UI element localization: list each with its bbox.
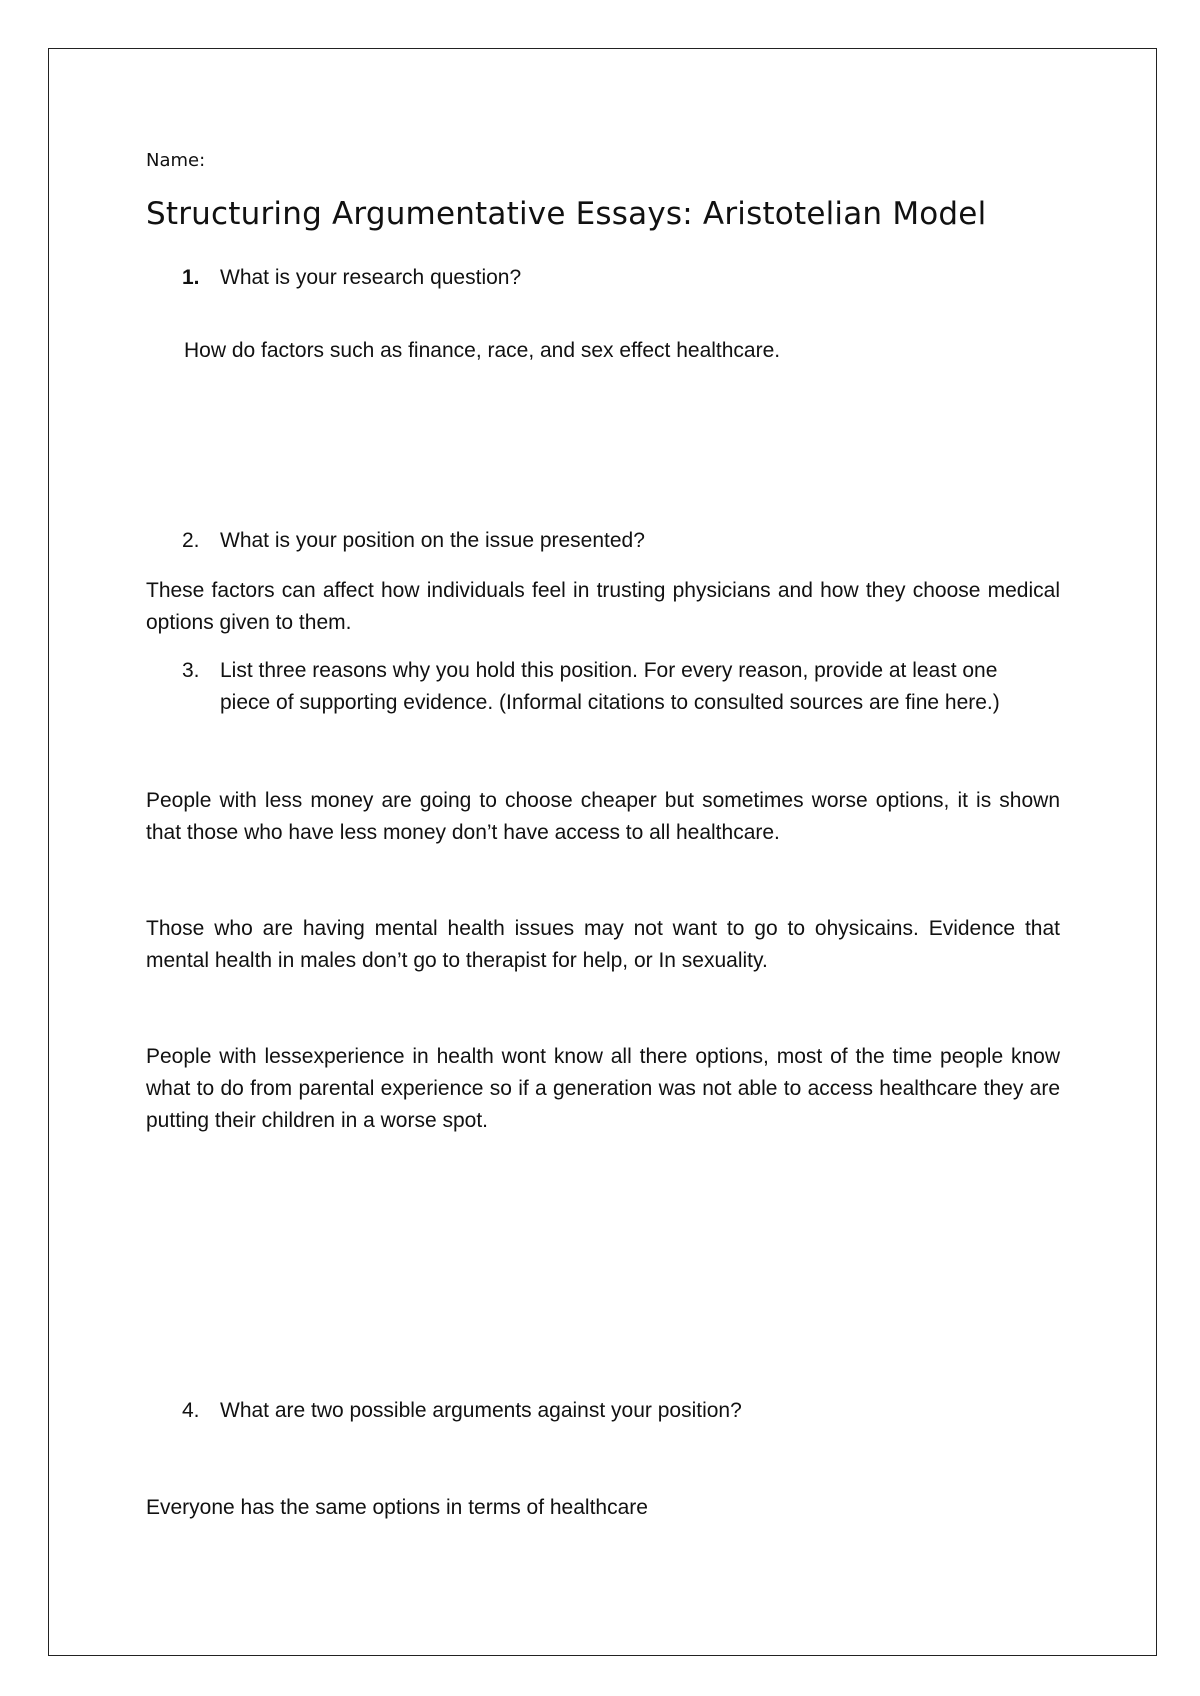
question-number: 4.: [182, 1399, 200, 1422]
question-number: 2.: [182, 529, 200, 552]
question-number: 1.: [182, 266, 200, 289]
question-3: [182, 655, 1022, 719]
question-2: [182, 525, 1022, 557]
question-text: What is your research question?: [220, 266, 522, 289]
name-label: Name:: [146, 150, 206, 171]
answer-4: Everyone has the same options in terms of healthcare: [146, 1496, 648, 1519]
answer-3-reason-3: People with lessexperience in health wont know all there options, most of the time people know what to do from parental experience so if a generation was not able to access healthcare they are putting their children in a worse spot.: [146, 1045, 1060, 1132]
answer-1: How do factors such as finance, race, and sex effect healthcare.: [184, 339, 781, 362]
answer-2: These factors can affect how individuals feel in trusting physicians and how they choose medical options given to them.: [146, 579, 1060, 634]
page-title: Structuring Argumentative Essays: Aristotelian Model: [146, 196, 987, 232]
question-text: List three reasons why you hold this position. For every reason, provide at least one piece of supporting evidence. (Informal citations to consulted sources are fine here.): [220, 659, 1000, 714]
question-text: What is your position on the issue presented?: [220, 529, 645, 552]
question-4: [182, 1395, 1022, 1427]
question-1: [182, 262, 1022, 294]
answer-3-reason-1: People with less money are going to choose cheaper but sometimes worse options, it is shown that those who have less money don’t have access to all healthcare.: [146, 789, 1060, 844]
question-number: 3.: [182, 659, 200, 682]
question-text: What are two possible arguments against your position?: [220, 1399, 742, 1422]
answer-3-reason-2: Those who are having mental health issues may not want to go to ohysicains. Evidence that mental health in males don’t go to therapist for help, or In sexuality.: [146, 917, 1060, 972]
